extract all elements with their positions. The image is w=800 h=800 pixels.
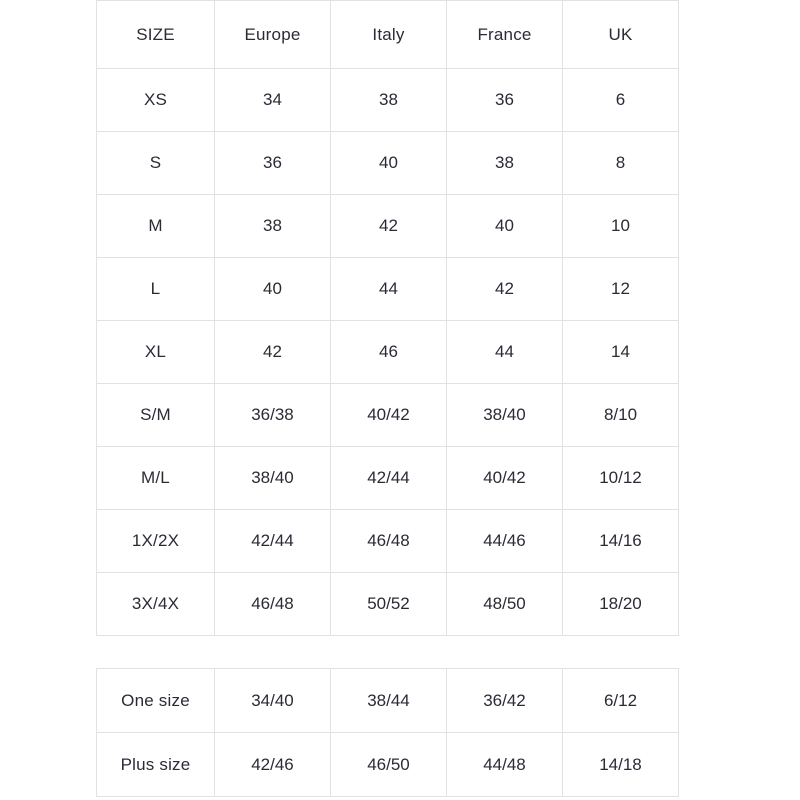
row-label: S/M [97,384,215,447]
cell-italy: 42/44 [331,447,447,510]
row-label: M/L [97,447,215,510]
table-row [97,510,679,573]
cell-france: 40 [447,195,563,258]
cell-france: 44/46 [447,510,563,573]
cell-italy: 40 [331,132,447,195]
cell-italy: 44 [331,258,447,321]
main-size-table [96,0,679,636]
cell-uk: 18/20 [563,573,679,636]
column-header-uk: UK [563,1,679,69]
cell-europe: 36/38 [215,384,331,447]
cell-europe: 38/40 [215,447,331,510]
row-label: M [97,195,215,258]
cell-italy: 38 [331,69,447,132]
table-row [97,384,679,447]
table-row [97,69,679,132]
cell-italy: 42 [331,195,447,258]
cell-uk: 14/16 [563,510,679,573]
column-header-italy: Italy [331,1,447,69]
table-row [97,321,679,384]
column-header-size: SIZE [97,1,215,69]
cell-uk: 14 [563,321,679,384]
cell-europe: 38 [215,195,331,258]
cell-france: 38/40 [447,384,563,447]
cell-france: 44 [447,321,563,384]
summary-size-table-container [96,668,678,797]
table-row [97,733,679,797]
cell-italy: 46/48 [331,510,447,573]
cell-uk: 6/12 [563,669,679,733]
cell-france: 36/42 [447,669,563,733]
row-label: S [97,132,215,195]
table-row [97,195,679,258]
cell-europe: 42 [215,321,331,384]
cell-europe: 42/44 [215,510,331,573]
row-label: 1X/2X [97,510,215,573]
cell-europe: 42/46 [215,733,331,797]
table-header-row [97,1,679,69]
cell-france: 38 [447,132,563,195]
row-label: XS [97,69,215,132]
main-size-table-container [96,0,678,636]
cell-uk: 12 [563,258,679,321]
cell-france: 44/48 [447,733,563,797]
table-row [97,132,679,195]
cell-france: 40/42 [447,447,563,510]
cell-europe: 34 [215,69,331,132]
row-label: L [97,258,215,321]
table-row [97,573,679,636]
cell-italy: 40/42 [331,384,447,447]
cell-france: 36 [447,69,563,132]
cell-uk: 8/10 [563,384,679,447]
cell-france: 42 [447,258,563,321]
cell-europe: 36 [215,132,331,195]
table-row [97,258,679,321]
cell-uk: 8 [563,132,679,195]
table-row [97,447,679,510]
column-header-france: France [447,1,563,69]
cell-uk: 14/18 [563,733,679,797]
row-label: Plus size [97,733,215,797]
cell-uk: 10 [563,195,679,258]
cell-uk: 10/12 [563,447,679,510]
cell-italy: 46 [331,321,447,384]
cell-europe: 34/40 [215,669,331,733]
cell-italy: 50/52 [331,573,447,636]
row-label: One size [97,669,215,733]
row-label: 3X/4X [97,573,215,636]
summary-size-table [96,668,679,797]
cell-uk: 6 [563,69,679,132]
cell-europe: 46/48 [215,573,331,636]
cell-europe: 40 [215,258,331,321]
row-label: XL [97,321,215,384]
column-header-europe: Europe [215,1,331,69]
cell-france: 48/50 [447,573,563,636]
cell-italy: 38/44 [331,669,447,733]
table-row [97,669,679,733]
cell-italy: 46/50 [331,733,447,797]
